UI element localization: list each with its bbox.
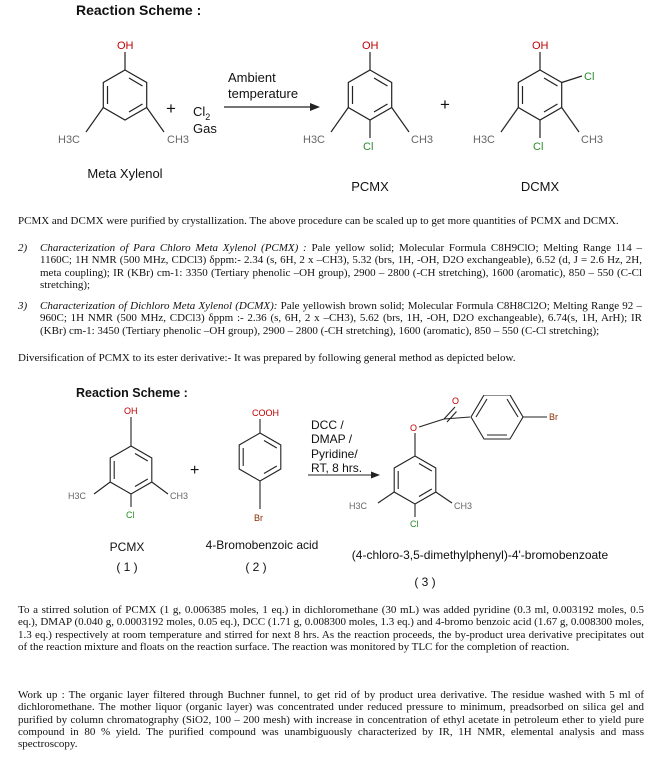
svg-text:H3C: H3C (473, 134, 496, 146)
svg-text:Br: Br (254, 513, 263, 523)
svg-text:Cl: Cl (363, 141, 374, 153)
svg-text:Br: Br (549, 412, 558, 422)
scheme2-diagram (0, 395, 657, 600)
svg-text:H3C: H3C (349, 501, 368, 511)
workup-paragraph: Work up : The organic layer filtered through Buchner funnel, to get rid of by product urea derivative. The residue washed with 5 ml of dichloromethane. The mother liquor (organic layer) was concentrated under reduced pressure to minimum, preadsorbed on silica gel and purified by column chromatography (SiO2, 100 – 200 mesh) with increase in concentration of ethyl acetate in petroleum ether to yield pure compound in 80 % yield. The purified compound was unambiguously characterized by IR, 1H NMR, elemental analysis and mass spectroscopy. (18, 689, 644, 751)
svg-text:O: O (410, 423, 418, 433)
scheme1-title: Reaction Scheme : (76, 2, 202, 18)
svg-text:( 2 ): ( 2 ) (245, 560, 267, 574)
svg-text:H3C: H3C (58, 134, 81, 146)
procedure-paragraph: To a stirred solution of PCMX (1 g, 0.006385 moles, 1 eq.) in dichloromethane (30 mL) was added pyridine (0.3 ml, 0.003192 moles, 0.5 eq.), DMAP (0.040 g, 0.0003192 moles, 0.05 eq.), DCC (1.71 g, 0.008300 moles, 1.3 eq.) and 4-bromo benzoic acid (1.67 g, 0.008300 moles, 1.3 eq.) respectively at room temperature and stirred for next 8 hrs. As the reaction proceeds, the by-product urea derivative precipitates out of the reaction mixture and floats on the reaction surface. The reaction was monitored by TLC for the completion of reaction. (18, 604, 644, 653)
svg-text:Cl: Cl (533, 141, 544, 153)
svg-text:O: O (452, 396, 460, 406)
svg-text:CH3: CH3 (581, 134, 604, 146)
svg-text:OH: OH (117, 40, 134, 52)
meta-xylenol-ring (103, 70, 146, 120)
svg-text:OH: OH (362, 40, 379, 52)
svg-text:OH: OH (532, 40, 549, 52)
svg-text:+: + (166, 99, 176, 118)
arrow-head-2 (371, 472, 380, 479)
svg-text:CH3: CH3 (454, 501, 473, 511)
svg-text:Cl: Cl (126, 510, 135, 520)
svg-text:DMAP /: DMAP / (311, 432, 353, 446)
svg-text:+: + (190, 462, 200, 479)
svg-text:H3C: H3C (303, 134, 326, 146)
svg-text:COOH: COOH (252, 408, 279, 418)
svg-text:Cl: Cl (584, 71, 595, 83)
scheme1-diagram (0, 0, 657, 205)
dcmx-characterization: 3) Characterization of Dichloro Meta Xylenol (DCMX): Pale yellowish brown solid; Molecular Formula C8H8Cl2O; Melting Range 92 – 960C; 1H NMR (500 MHz, CDCl3) δppm :- 2.36 (s, 6H, 2 x –CH3), 5.62 (brs, 1H, -OH, D2O exchangeable), 6.74(s, 1H, ArH); IR (KBr) cm-1: 3450 (Tertiary phenolic –OH group), 2900 – 2800 (-CH stretching), 1600 (aromatic), 850 – 550 (C-Cl stretching); (18, 300, 642, 337)
svg-text:Pyridine/: Pyridine/ (311, 447, 358, 461)
svg-text:CH3: CH3 (167, 134, 190, 146)
diversification-paragraph: Diversification of PCMX to its ester derivative:- It was prepared by following general method as depicted below. (18, 352, 516, 364)
svg-text:+: + (440, 95, 450, 114)
svg-text:CH3: CH3 (170, 491, 189, 501)
svg-text:DCC /: DCC / (311, 418, 344, 432)
svg-text:Ambient: Ambient (228, 70, 276, 85)
svg-text:Cl: Cl (410, 519, 419, 529)
svg-text:H3C: H3C (68, 491, 87, 501)
svg-text:4-Bromobenzoic acid: 4-Bromobenzoic acid (205, 538, 319, 552)
svg-text:(4-chloro-3,5-dimethylphenyl)-: (4-chloro-3,5-dimethylphenyl)-4'-bromobenzoate (351, 548, 609, 562)
arrow-head-1 (310, 103, 320, 111)
svg-text:PCMX: PCMX (351, 179, 389, 194)
svg-text:PCMX: PCMX (109, 540, 145, 554)
svg-text:DCMX: DCMX (520, 179, 560, 194)
pcmx-characterization: 2) Characterization of Para Chloro Meta Xylenol (PCMX) : Pale yellow solid; Molecular Formula C8H9ClO; Melting Range 114 – 1160C; 1H NMR (500 MHz, CDCl3) δppm:- 2.34 (s, 6H, 2 x –CH3), 5.32 (brs, 1H, -OH, D2O exchangeable), 6.52 (d, J = 2.6 Hz, 2H, meta coupling); IR (KBr) cm-1: 3350 (Tertiary phenolic –OH group), 2900 – 2800 (-CH stretching), 1600 (aromatic), 850 – 550 (C-Cl stretching); (18, 242, 642, 291)
svg-text:( 1 ): ( 1 ) (116, 560, 138, 574)
svg-text:OH: OH (124, 406, 138, 416)
scheme2-title: Reaction Scheme : (76, 386, 188, 400)
svg-text:Cl2: $Cl_2$ (193, 104, 211, 122)
svg-text:Meta Xylenol: Meta Xylenol (87, 166, 163, 181)
svg-text:Gas: Gas (193, 121, 217, 136)
svg-text:RT, 8 hrs.: RT, 8 hrs. (311, 461, 363, 475)
svg-text:temperature: temperature (228, 86, 299, 101)
svg-text:( 3 ): ( 3 ) (414, 575, 436, 589)
svg-text:CH3: CH3 (411, 134, 434, 146)
purification-paragraph: PCMX and DCMX were purified by crystallization. The above procedure can be scaled up to get more quantities of PCMX and DCMX. (18, 215, 619, 227)
